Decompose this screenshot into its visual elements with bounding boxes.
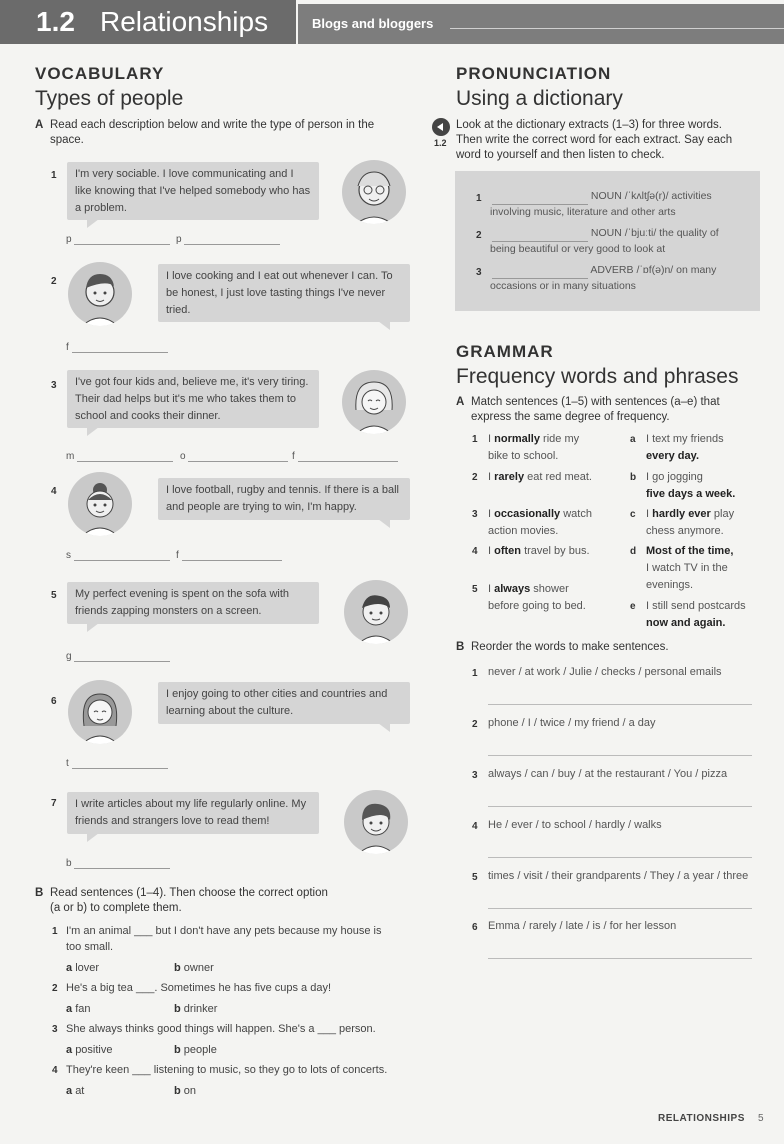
- match-sentence: I go jogging: [646, 471, 703, 483]
- writing-line[interactable]: [488, 908, 752, 909]
- page-header: [0, 0, 784, 44]
- frequency-sentence: I always shower: [488, 583, 569, 595]
- answer-initial: g: [66, 651, 72, 662]
- dictionary-entry-definition: involving music, literature and other arts: [490, 206, 676, 218]
- item-number: 2: [52, 983, 58, 994]
- option-a[interactable]: a positive: [66, 1044, 113, 1056]
- answer-initial: t: [66, 758, 69, 769]
- footer-section-label: RELATIONSHIPS: [658, 1113, 745, 1124]
- reorder-prompt: phone / I / twice / my friend / a day: [488, 717, 656, 729]
- dictionary-entry-definition: occasions or in many situations: [490, 280, 636, 292]
- sentence: They're keen ___ listening to music, so they go to lots of concerts.: [66, 1064, 388, 1076]
- woman-avatar: [342, 370, 406, 434]
- item-number: 4: [52, 1065, 58, 1076]
- match-sentence-bold: Most of the time,: [646, 545, 734, 557]
- match-sentence: I still send postcards: [646, 600, 746, 612]
- item-number: 7: [51, 798, 57, 809]
- answer-line[interactable]: [66, 342, 168, 353]
- option-b[interactable]: b owner: [174, 962, 214, 974]
- pronunciation-title: Using a dictionary: [456, 87, 623, 110]
- match-sentence-bold: every day.: [646, 450, 700, 462]
- match-sentence: I hardly ever play: [646, 508, 735, 520]
- dictionary-entry-head: ADVERB /ˈɒf(ə)n/ on many: [492, 262, 716, 279]
- item-number: 2: [472, 472, 478, 483]
- writing-line[interactable]: [488, 857, 752, 858]
- item-number: 6: [51, 696, 57, 707]
- answer-initial: p: [66, 234, 72, 245]
- item-number: 1: [472, 668, 478, 679]
- item-number: 5: [472, 584, 478, 595]
- sentence: He's a big tea ___. Sometimes he has five cups a day!: [66, 982, 332, 994]
- dictionary-entry-head: NOUN /ˈbjuːti/ the quality of: [492, 225, 719, 242]
- young-man-avatar: [344, 790, 408, 854]
- vocabulary-title: Types of people: [35, 87, 184, 110]
- reorder-prompt: always / can / buy / at the restaurant / You / pizza: [488, 768, 728, 780]
- answer-initial: p: [176, 234, 182, 245]
- answer-line[interactable]: [66, 758, 168, 769]
- vocabulary-heading: VOCABULARY: [35, 64, 165, 83]
- answer-line[interactable]: [176, 234, 280, 245]
- vocabulary-b-instruction-line2: (a or b) to complete them.: [50, 902, 182, 914]
- reorder-prompt: times / visit / their grandparents / They / a year / three: [488, 870, 749, 882]
- vocabulary-b-instruction-line1: Read sentences (1–4). Then choose the correct option: [50, 887, 328, 899]
- exercise-letter: B: [35, 887, 44, 899]
- young-woman-avatar: [68, 680, 132, 744]
- grammar-b-instruction: Reorder the words to make sentences.: [471, 641, 669, 653]
- speech-bubble: I'm very sociable. I love communicating and I like knowing that I've helped somebody who has a problem.: [67, 162, 319, 220]
- match-sentence: I text my friends: [646, 433, 724, 445]
- grammar-heading: GRAMMAR: [456, 342, 554, 361]
- item-number: 2: [51, 276, 57, 287]
- reorder-prompt: Emma / rarely / late / is / for her lesson: [488, 920, 677, 932]
- item-number: 3: [472, 770, 478, 781]
- reorder-prompt: He / ever / to school / hardly / walks: [488, 819, 662, 831]
- item-number: 3: [52, 1024, 58, 1035]
- writing-line[interactable]: [488, 806, 752, 807]
- sentence: She always thinks good things will happen. She's a ___ person.: [66, 1023, 376, 1035]
- page-number: 5: [758, 1113, 764, 1124]
- answer-initial: f: [292, 451, 295, 462]
- pronunciation-instruction-line3: word to yourself and then listen to check.: [456, 149, 665, 161]
- unit-subtitle: Blogs and bloggers: [312, 16, 434, 31]
- audio-track-number: 1.2: [434, 138, 447, 148]
- boy-avatar: [68, 262, 132, 326]
- writing-line[interactable]: [488, 958, 752, 959]
- teen-boy-avatar: [344, 580, 408, 644]
- item-number: 4: [472, 821, 478, 832]
- answer-initial: s: [66, 550, 71, 561]
- item-letter: a: [630, 434, 636, 445]
- item-number: 2: [476, 230, 482, 241]
- item-letter: b: [630, 472, 637, 483]
- match-sentence-continued: I watch TV in the: [646, 562, 728, 574]
- sentence: I'm an animal ___ but I don't have any pets because my house is: [66, 925, 382, 937]
- pronunciation-instruction-line1: Look at the dictionary extracts (1–3) for three words.: [456, 119, 722, 131]
- item-number: 5: [51, 590, 57, 601]
- item-letter: e: [630, 601, 636, 612]
- exercise-letter: B: [456, 641, 465, 653]
- item-number: 3: [472, 509, 478, 520]
- unit-title: Relationships: [100, 6, 269, 37]
- frequency-sentence-continued: bike to school.: [488, 450, 559, 462]
- option-a[interactable]: a lover: [66, 962, 100, 974]
- sentence-continued: too small.: [66, 941, 114, 953]
- vocabulary-instruction: Read each description below and write the type of person in the space.: [50, 119, 375, 146]
- speech-bubble: I write articles about my life regularly online. My friends and strangers love to read them!: [67, 792, 319, 834]
- answer-line[interactable]: [292, 451, 398, 462]
- writing-line[interactable]: [488, 755, 752, 756]
- speech-bubble: I love cooking and I eat out whenever I can. To be honest, I just love tasting things I've never tried.: [158, 264, 410, 322]
- speech-bubble: I enjoy going to other cities and countries and learning about the culture.: [158, 682, 410, 724]
- answer-line[interactable]: [180, 451, 288, 462]
- speech-bubble: I love football, rugby and tennis. If there is a ball and people are trying to win, I'm happy.: [158, 478, 410, 520]
- grammar-a-instruction-line1: Match sentences (1–5) with sentences (a–e) that: [471, 396, 720, 408]
- speech-bubble: My perfect evening is spent on the sofa with friends zapping monsters on a screen.: [67, 582, 319, 624]
- option-b[interactable]: b drinker: [174, 1003, 218, 1015]
- answer-line[interactable]: [66, 651, 170, 662]
- option-a[interactable]: a fan: [66, 1003, 91, 1015]
- match-sentence-bold: now and again.: [646, 617, 726, 629]
- frequency-sentence-continued: before going to bed.: [488, 600, 586, 612]
- dictionary-entry-head: NOUN /ˈkʌltʃə(r)/ activities: [492, 188, 712, 205]
- item-number: 4: [51, 486, 57, 497]
- item-number: 1: [51, 170, 57, 181]
- answer-initial: f: [176, 550, 179, 561]
- option-b[interactable]: b on: [174, 1085, 197, 1097]
- answer-initial: f: [66, 342, 69, 353]
- unit-number: 1.2: [36, 6, 75, 37]
- match-sentence-continued: evenings.: [646, 579, 694, 591]
- exercise-letter: A: [456, 396, 465, 408]
- answer-line[interactable]: [66, 550, 170, 561]
- option-b[interactable]: b people: [174, 1044, 217, 1056]
- writing-line[interactable]: [488, 704, 752, 705]
- answer-initial: o: [180, 451, 186, 462]
- match-sentence-bold: five days a week.: [646, 488, 736, 500]
- pronunciation-heading: PRONUNCIATION: [456, 64, 612, 83]
- item-number: 6: [472, 922, 478, 933]
- pronunciation-instruction-line2: Then write the correct word for each extract. Say each: [456, 134, 733, 146]
- reorder-prompt: never / at work / Julie / checks / personal emails: [488, 666, 722, 678]
- answer-line[interactable]: [66, 858, 170, 869]
- frequency-sentence: I occasionally watch: [488, 508, 592, 520]
- exercise-letter: A: [35, 119, 44, 131]
- elderly-man-avatar: [342, 160, 406, 224]
- item-number: 1: [52, 926, 58, 937]
- frequency-sentence: I normally ride my: [488, 433, 580, 445]
- answer-line[interactable]: [176, 550, 282, 561]
- item-letter: c: [630, 509, 636, 520]
- frequency-sentence-continued: action movies.: [488, 525, 559, 537]
- frequency-sentence: I rarely eat red meat.: [488, 471, 592, 483]
- answer-initial: b: [66, 858, 72, 869]
- item-letter: d: [630, 546, 637, 557]
- grammar-a-instruction-line2: express the same degree of frequency.: [471, 411, 670, 423]
- item-number: 1: [472, 434, 478, 445]
- header-rule: [450, 28, 784, 29]
- answer-line[interactable]: [66, 451, 173, 462]
- grammar-title: Frequency words and phrases: [456, 365, 739, 388]
- item-number: 1: [476, 193, 482, 204]
- girl-avatar: [68, 472, 132, 536]
- item-number: 3: [51, 380, 57, 391]
- speech-bubble: I've got four kids and, believe me, it's very tiring. Their dad helps but it's me who takes them to school and cooks their dinner.: [67, 370, 319, 428]
- item-number: 4: [472, 546, 478, 557]
- answer-initial: m: [66, 451, 75, 462]
- answer-line[interactable]: [66, 234, 170, 245]
- item-number: 5: [472, 872, 478, 883]
- match-sentence-continued: chess anymore.: [646, 525, 724, 537]
- item-number: 3: [476, 267, 482, 278]
- audio-speaker-icon[interactable]: [432, 118, 450, 136]
- option-a[interactable]: a at: [66, 1085, 85, 1097]
- frequency-sentence: I often travel by bus.: [488, 545, 590, 557]
- item-number: 2: [472, 719, 478, 730]
- dictionary-entry-definition: being beautiful or very good to look at: [490, 243, 666, 255]
